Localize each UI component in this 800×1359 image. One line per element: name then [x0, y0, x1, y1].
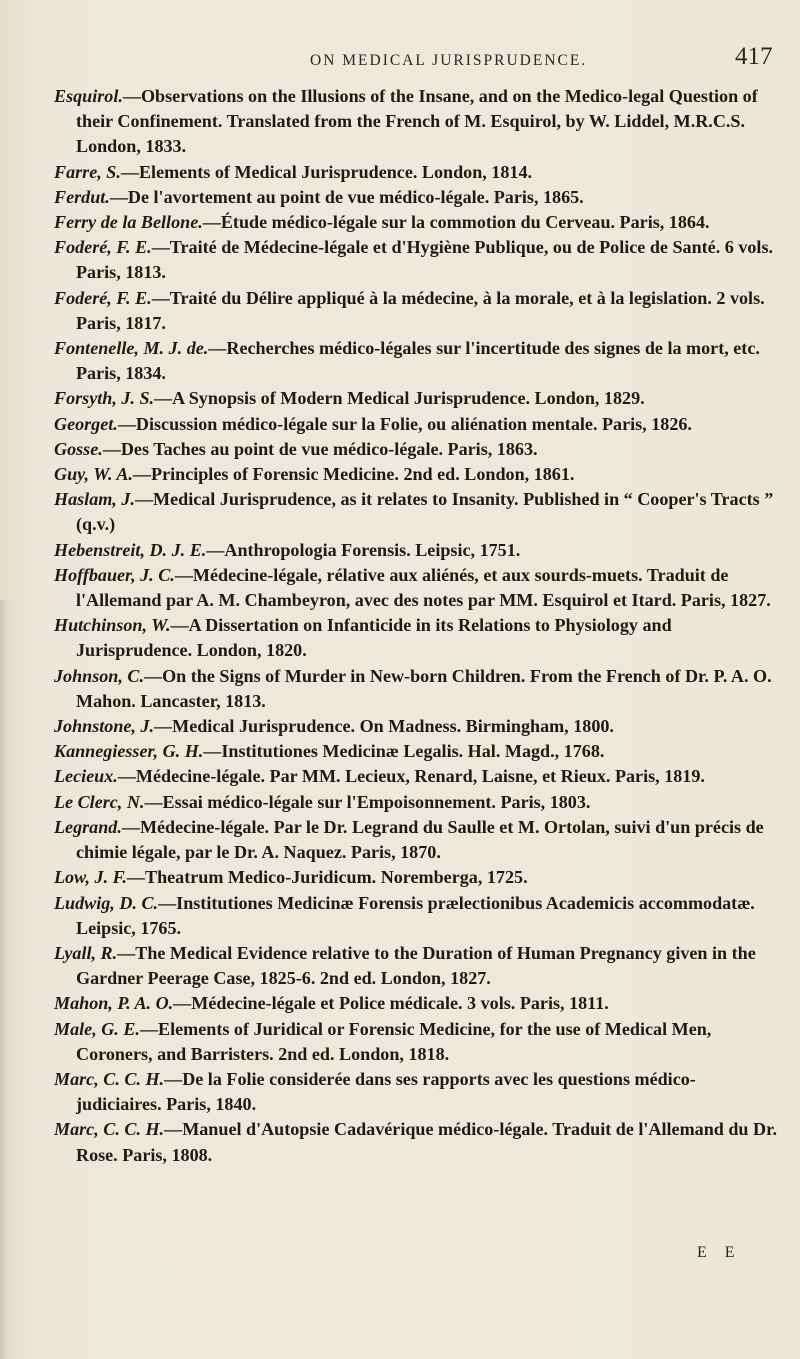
entry-author: Johnstone, J.: [54, 716, 155, 737]
bibliography-entry: [54, 941, 778, 991]
bibliography-entry: [54, 538, 778, 563]
entry-author: Marc, C. C. H.: [54, 1068, 165, 1089]
entry-author: Hebenstreit, D. J. E.: [54, 539, 207, 560]
entry-author: Lyall, R.: [54, 942, 118, 963]
entry-text: —Médecine-légale. Par le Dr. Legrand du Saulle et M. Ortolan, suivi d'un précis de chimie légale, par le Dr. A. Naquez. Paris, 1870.: [76, 816, 764, 863]
entry-author: Esquirol.: [54, 86, 123, 106]
bibliography-entry: [54, 437, 778, 462]
entry-author: Le Clerc, N.: [54, 791, 145, 812]
bibliography-entry: [54, 210, 778, 235]
entry-author: Ludwig, D. C.: [54, 892, 159, 913]
entry-text: —Medical Jurisprudence. On Madness. Birmingham, 1800.: [154, 716, 614, 737]
entry-author: Johnson, C.: [54, 665, 145, 686]
bibliography-entry: [54, 865, 778, 890]
entry-text: —Anthropologia Forensis. Leipsic, 1751.: [206, 539, 521, 560]
entry-author: Farre, S.: [54, 161, 121, 182]
bibliography-entry: [54, 487, 778, 537]
entry-text: —Institutiones Medicinæ Legalis. Hal. Magd., 1768.: [203, 741, 605, 762]
bibliography-entry: [54, 764, 778, 789]
entry-text: —Traité de Médecine-légale et d'Hygiène Publique, ou de Police de Santé. 6 vols. Paris, 1813.: [76, 237, 774, 283]
entry-text: —De l'avortement au point de vue médico-légale. Paris, 1865.: [109, 186, 584, 207]
entry-text: —Étude médico-légale sur la commotion du Cerveau. Paris, 1864.: [202, 212, 710, 233]
bibliography-entry: [54, 1117, 778, 1167]
bibliography-entry: [54, 412, 778, 437]
bibliography-entry: [54, 235, 778, 285]
bibliography-list: [54, 84, 778, 1168]
signature-mark: E E: [697, 1244, 742, 1261]
entry-text: —Traité du Délire appliqué à la médecine, à la morale, et à la legislation. 2 vols. Paris, 1817.: [76, 287, 765, 333]
bibliography-entry: [54, 1067, 778, 1117]
bibliography-entry: [54, 1017, 778, 1067]
entry-author: Ferdut.: [54, 186, 110, 207]
entry-text: —Elements of Medical Jurisprudence. London, 1814.: [120, 161, 533, 182]
entry-author: Legrand.: [54, 816, 122, 837]
entry-text: —Elements of Juridical or Forensic Medicine, for the use of Medical Men, Coroners, and Barristers. 2nd ed. London, 1818.: [76, 1018, 712, 1064]
bibliography-entry: [54, 714, 778, 739]
page-number: 417: [735, 43, 773, 70]
bibliography-entry: [54, 664, 778, 714]
entry-author: Lecieux.: [54, 766, 118, 787]
bibliography-entry: [54, 790, 778, 815]
entry-text: —The Medical Evidence relative to the Duration of Human Pregnancy given in the Gardner Peerage Case, 1825-6. 2nd ed. London, 1827.: [76, 942, 756, 989]
bibliography-entry: [54, 891, 778, 941]
entry-author: Male, G. E.: [54, 1018, 140, 1039]
entry-text: —De la Folie considerée dans ses rapports avec les questions médico-judiciaires. Paris, 1840.: [76, 1068, 696, 1115]
bibliography-entry: [54, 991, 778, 1016]
entry-author: Low, J. F.: [54, 867, 127, 888]
entry-text: —Médecine-légale et Police médicale. 3 vols. Paris, 1811.: [173, 993, 609, 1014]
page-edge-shadow: [0, 600, 10, 1359]
entry-text: —Manuel d'Autopsie Cadavérique médico-légale. Traduit de l'Allemand du Dr. Rose. Paris, 1808.: [76, 1119, 777, 1165]
entry-text: —Observations on the Illusions of the Insane, and on the Medico-legal Question of their Confinement. Translated from the French of M. Esquirol, by W. Liddel, M.R.C.S. London, 1833.: [76, 86, 758, 157]
bibliography-entry: [54, 84, 778, 160]
entry-text: —Principles of Forensic Medicine. 2nd ed. London, 1861.: [132, 464, 575, 485]
entry-author: Ferry de la Bellone.: [54, 212, 203, 233]
entry-text: —Médecine-légale, rélative aux aliénés, et aux sourds-muets. Traduit de l'Allemand par A. M. Chambeyron, avec des notes par MM. Esquirol et Itard. Paris, 1827.: [76, 564, 771, 611]
entry-text: —Des Taches au point de vue médico-légale. Paris, 1863.: [102, 438, 538, 459]
entry-text: —Essai médico-légale sur l'Empoisonnement. Paris, 1803.: [144, 791, 591, 812]
entry-text: —Institutiones Medicinæ Forensis prælectionibus Academicis accommodatæ. Leipsic, 1765.: [76, 892, 755, 938]
bibliography-entry: [54, 613, 778, 663]
entry-text: —Médecine-légale. Par MM. Lecieux, Renard, Laisne, et Rieux. Paris, 1819.: [117, 766, 705, 787]
entry-author: Fontenelle, M. J. de.: [54, 338, 209, 359]
bibliography-entry: [54, 815, 778, 865]
entry-text: —Medical Jurisprudence, as it relates to Insanity. Published in “ Cooper's Tracts ” (q.v.): [76, 489, 774, 535]
entry-author: Hutchinson, W.: [54, 615, 171, 636]
entry-author: Kannegiesser, G. H.: [54, 741, 204, 762]
entry-author: Foderé, F. E.: [54, 237, 152, 258]
bibliography-entry: [54, 739, 778, 764]
entry-author: Gosse.: [54, 438, 103, 459]
entry-text: —On the Signs of Murder in New-born Children. From the French of Dr. P. A. O. Mahon. Lancaster, 1813.: [76, 665, 772, 711]
running-head: ON MEDICAL JURISPRUDENCE.: [310, 52, 588, 69]
entry-author: Hoffbauer, J. C.: [54, 564, 175, 585]
bibliography-entry: [54, 185, 778, 210]
bibliography-entry: [54, 563, 778, 613]
entry-text: —Theatrum Medico-Juridicum. Noremberga, 1725.: [126, 867, 528, 888]
entry-author: Foderé, F. E.: [54, 287, 152, 308]
entry-author: Mahon, P. A. O.: [54, 993, 174, 1014]
entry-text: —A Dissertation on Infanticide in its Relations to Physiology and Jurisprudence. London, 1820.: [76, 615, 672, 661]
entry-text: —A Synopsis of Modern Medical Jurisprudence. London, 1829.: [154, 388, 645, 409]
entry-author: Guy, W. A.: [54, 464, 133, 485]
bibliography-entry: [54, 160, 778, 185]
entry-author: Marc, C. C. H.: [54, 1119, 165, 1140]
bibliography-entry: [54, 462, 778, 487]
entry-author: Haslam, J.: [54, 489, 135, 510]
entry-author: Forsyth, J. S.: [54, 388, 155, 409]
bibliography-entry: [54, 386, 778, 411]
entry-text: —Recherches médico-légales sur l'incertitude des signes de la mort, etc. Paris, 1834.: [76, 338, 760, 384]
entry-text: —Discussion médico-légale sur la Folie, ou aliénation mentale. Paris, 1826.: [117, 413, 692, 434]
bibliography-entry: [54, 286, 778, 336]
bibliography-entry: [54, 336, 778, 386]
entry-author: Georget.: [54, 413, 118, 434]
